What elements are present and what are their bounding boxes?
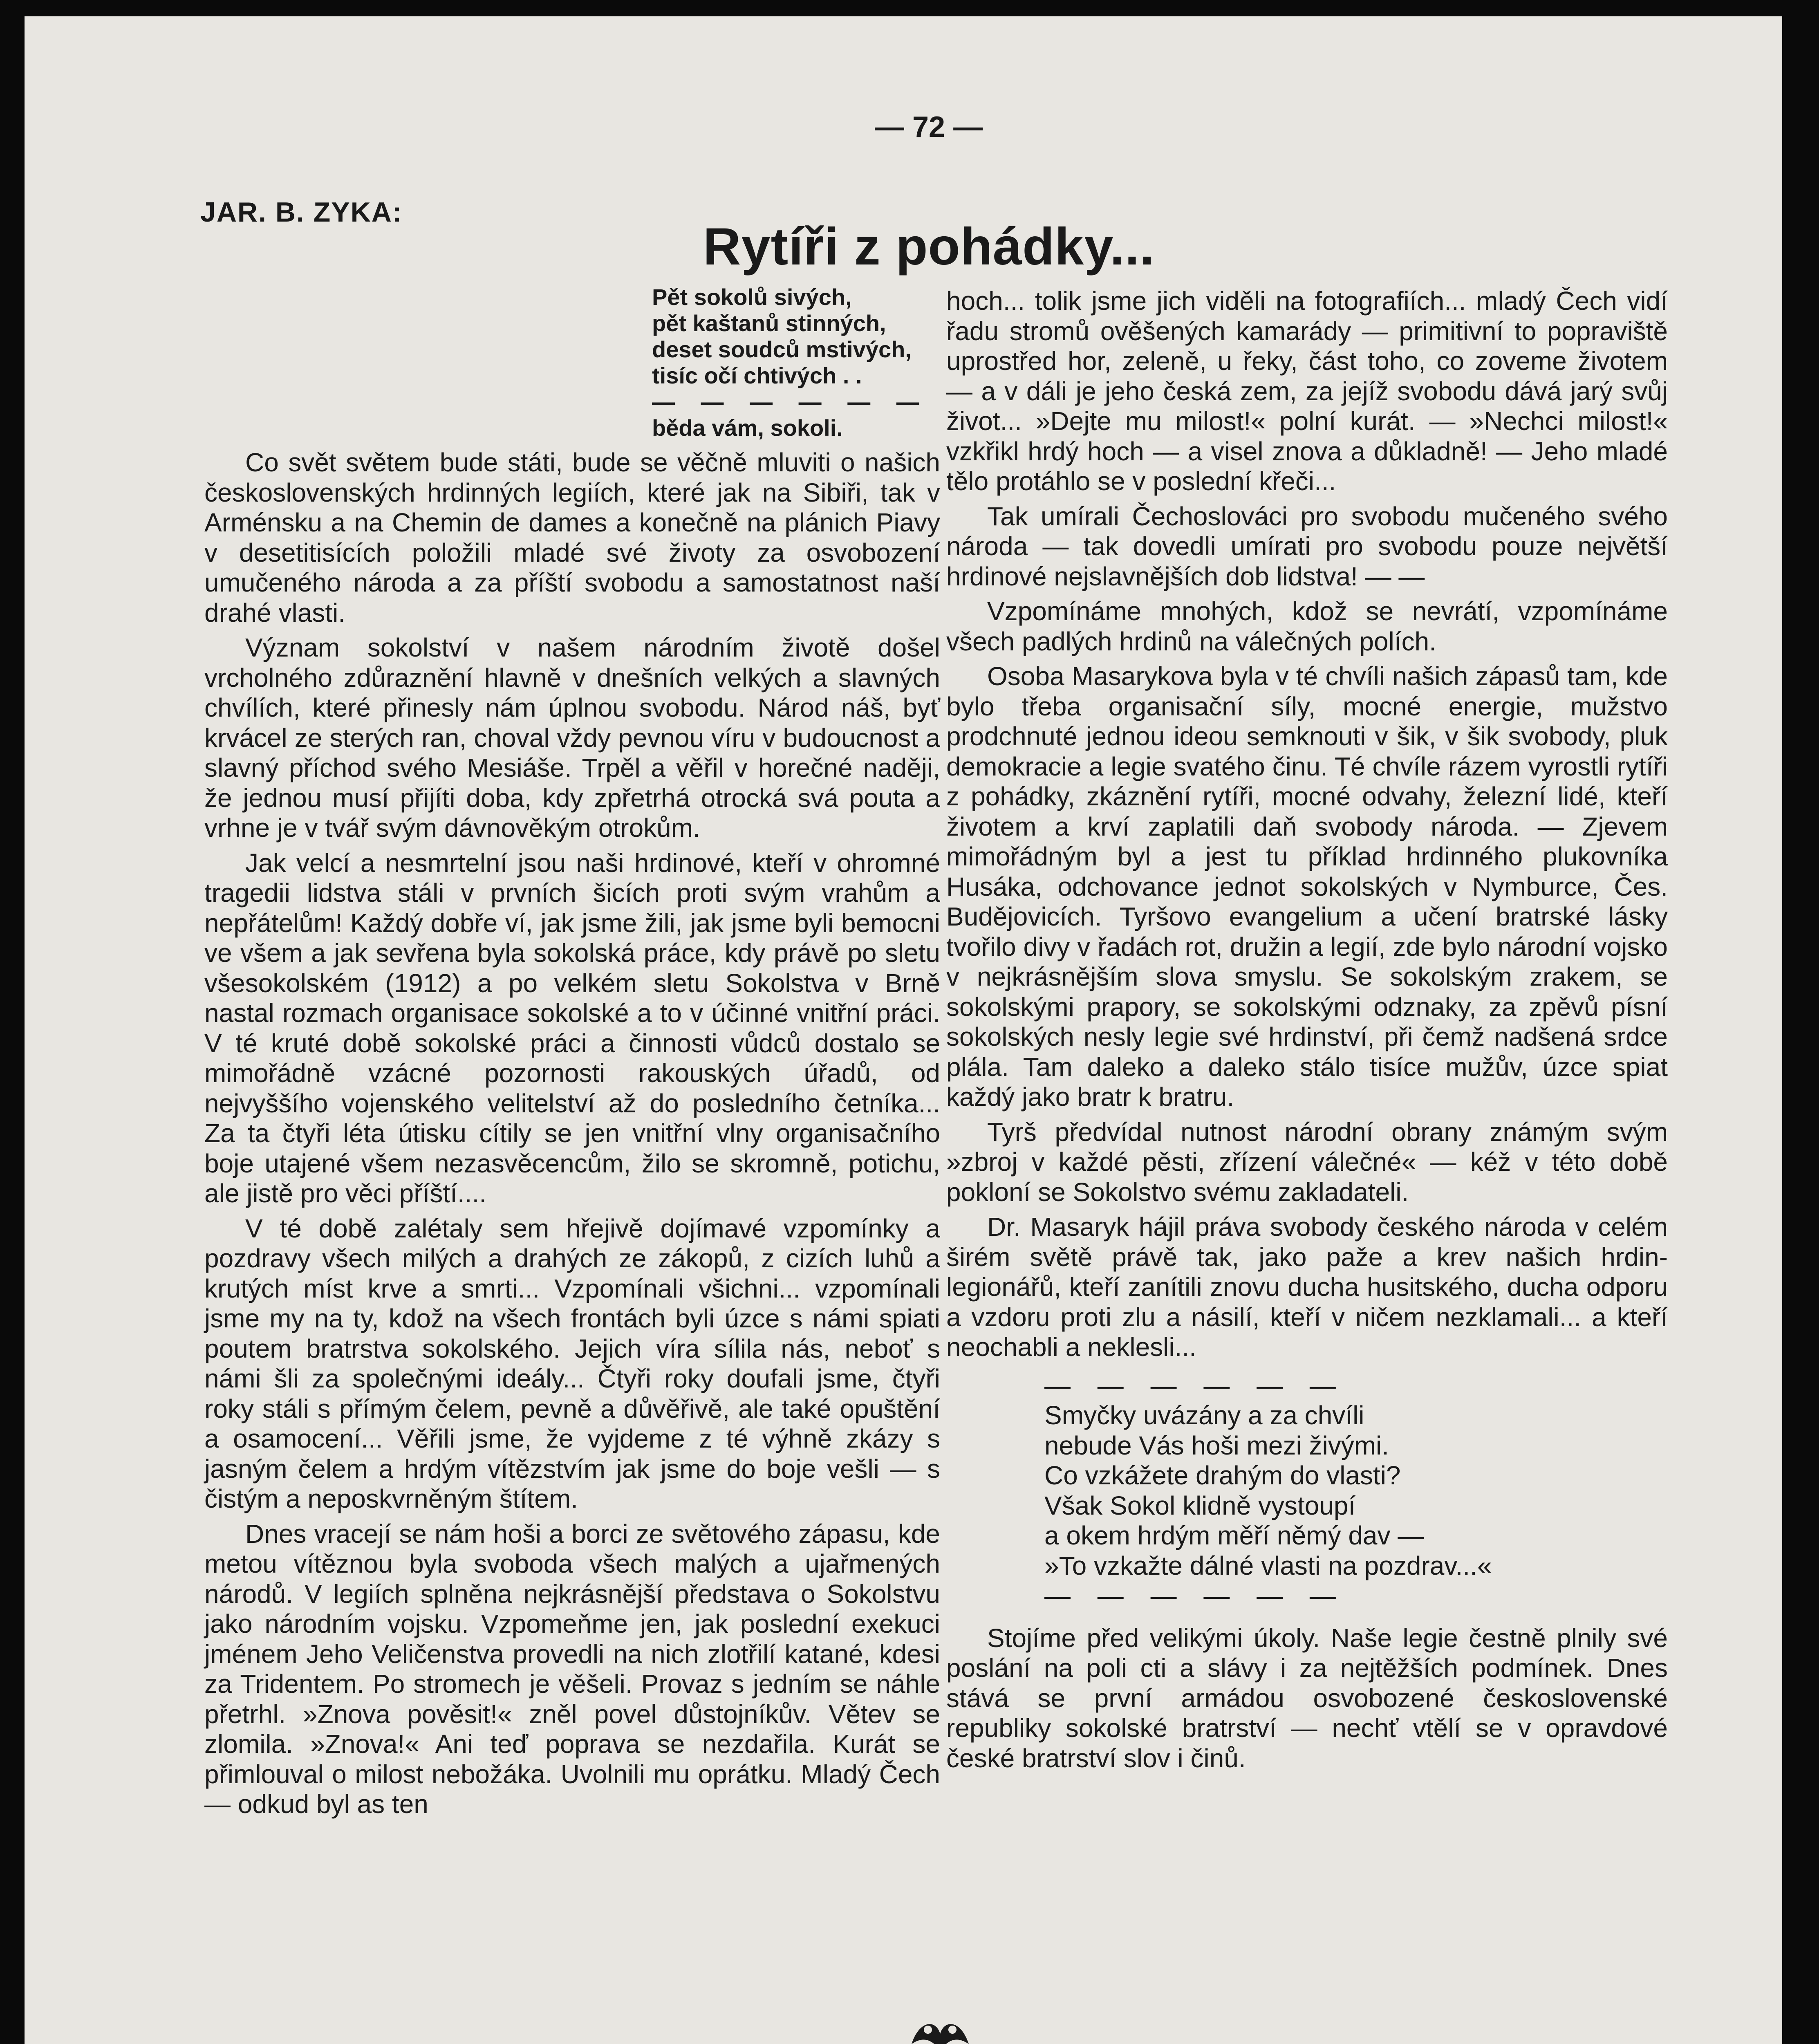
article-title: Rytíři z pohádky...: [703, 217, 1155, 276]
poem-dashes: — — — — — —: [1044, 1370, 1346, 1400]
paragraph: Tak umírali Čechoslováci pro svobodu mučeného svého národa — tak dovedli umírati pro svobodu pouze největší hrdinové nejslavnějších dob lidstva! — —: [946, 501, 1668, 591]
poem-line: Však Sokol klidně vystoupí: [1044, 1490, 1356, 1520]
document-page: [25, 16, 1782, 2044]
poem-line: »To vzkažte dálné vlasti na pozdrav...«: [1044, 1551, 1492, 1580]
epigraph-line: tisíc očí chtivých . .: [652, 363, 862, 388]
poem-line: a okem hrdým měří němý dav —: [1044, 1521, 1424, 1550]
poem-line: nebude Vás hoši mezi živými.: [1044, 1430, 1389, 1460]
paragraph: Co svět světem bude státi, bude se věčně mluviti o našich československých hrdinných legiích, které jak na Sibiři, tak v Arménsku a na Chemin de dames a konečně na plánich Piavy v desetitisících položili mladé své životy za osvobození umučeného národa a za příští svobodu a samostatnost naší drahé vlasti.: [204, 448, 940, 628]
floral-ornament-icon: [903, 2011, 977, 2044]
right-column: [946, 286, 1668, 1778]
paragraph: Tyrš předvídal nutnost národní obrany známým svým »zbroj v každé pěsti, zřízení válečné« — kéž v této době pokloní se Sokolstvo svému zakladateli.: [946, 1117, 1668, 1207]
left-column: [204, 448, 940, 1824]
paragraph: Vzpomínáme mnohých, kdož se nevrátí, vzpomínáme všech padlých hrdinů na válečných polích.: [946, 596, 1668, 656]
epigraph: [652, 284, 930, 441]
epigraph-line: běda vám, sokoli.: [652, 415, 843, 441]
epigraph-line: deset soudců mstivých,: [652, 336, 912, 362]
paragraph: Význam sokolství v našem národním životě došel vrcholného zdůraznění hlavně v dnešních velkých a slavných chvílích, které přinesly nám úplnou svobodu. Národ náš, byť krvácel ze sterých ran, choval vždy pevnou víru v budoucnost a slavný příchod svého Mesiáše. Trpěl a věřil v horečné naději, že jednou musí přijíti doba, kdy zpřetrhá otrocká svá pouta a vrhne je v tvář svým dávnověkým otrokům.: [204, 633, 940, 843]
closing-paragraph: Stojíme před velikými úkoly. Naše legie čestně plnily své poslání na poli cti a slávy i za nejtěžších podmínek. Dnes stává se první armádou osvobozené československé republiky sokolské bratrství — nechť vtělí se v opravdové české bratrství slov i činů.: [946, 1623, 1668, 1773]
paragraph: Dnes vracejí se nám hoši a borci ze světového zápasu, kde metou vítěznou byla svoboda všech malých a ujařmených národů. V legiích splněna nejkrásnější představa o Sokolstvu jako národním vojsku. Vzpomeňme jen, jak poslední exekuci jménem Jeho Veličenstva provedli na nich zlotřilí katané, kdesi za Tridentem. Po stromech je věšeli. Provaz s jedním se náhle přetrhl. »Znova pověsit!« zněl povel důstojníkův. Větev se zlomila. »Znova!« Ani teď poprava se nezdařila. Kurát se přimlouval o milost nebožáka. Uvolnili mu oprátku. Mladý Čech — odkud byl as ten: [204, 1519, 940, 1819]
epigraph-line: pět kaštanů stinných,: [652, 310, 886, 336]
epigraph-line: Pět sokolů sivých,: [652, 284, 852, 310]
poem: [1044, 1371, 1668, 1611]
paragraph: Osoba Masarykova byla v té chvíli našich zápasů tam, kde bylo třeba organisační síly, mocné energie, mužstvo prodchnuté jednou ideou semknouti v šik, v šik svobody, pluk demokracie a legie svatého činu. Té chvíle rázem vyrostli rytíři z pohádky, zkáznění rytíři, mocné odvahy, železní lidé, kteří životem a krví zaplatili daň svobody národa. — Zjevem mimořádným byl a jest tu příklad hrdinného plukovníka Husáka, odchovance jednot sokolských v Nymburce, Čes. Budějovicích. Tyršovo evangelium a učení bratrské lásky tvořilo divy v řadách rot, družin a legií, zde bylo národní vojsko v nejkrásnějším slova smyslu. Se sokolským zrakem, se sokolskými prapory, se sokolskými odznaky, za zpěvů písní sokolských nesly legie své hrdinství, při čemž nadšená srdce plála. Tam daleko a daleko stálo tisíce mužův, úzce spiat každý jako bratr k bratru.: [946, 661, 1668, 1112]
paragraph: Dr. Masaryk hájil práva svobody českého národa v celém širém světě právě tak, jako paže a krev našich hrdin-legionářů, kteří zanítili znovu ducha husitského, ducha odporu a vzdoru proti zlu a násilí, kteří v ničem nezklamali... a kteří neochabli a neklesli...: [946, 1212, 1668, 1362]
epigraph-line: — — — — — —: [652, 389, 929, 415]
poem-line: Smyčky uvázány a za chvíli: [1044, 1401, 1364, 1430]
poem-line: Co vzkážete drahým do vlasti?: [1044, 1461, 1401, 1490]
paragraph: Jak velcí a nesmrtelní jsou naši hrdinové, kteří v ohromné tragedii lidstva stáli v prvních šicích proti svým vrahům a nepřátelům! Každý dobře ví, jak jsme žili, jak jsme byli bemocni ve všem a jak sevřena byla sokolská práce, kdy právě po sletu všesokolském (1912) a po velkém sletu Sokolstva v Brně nastal rozmach organisace sokolské a to v účinné vnitřní práci. V té kruté době sokolské práci a činnosti vůdců dostalo se mimořádně vzácné pozornosti rakouských úřadů, od nejvyššího vojenského velitelství až do posledního četníka... Za ta čtyři léta útisku cítily se jen vnitřní vlny organisačního boje utajené všem nezasvěcencům, žilo se skromně, potichu, ale jistě pro věci příští....: [204, 848, 940, 1208]
poem-dashes: — — — — — —: [1044, 1581, 1346, 1610]
paragraph: hoch... tolik jsme jich viděli na fotografiích... mladý Čech vidí řadu stromů ověšených kamarády — primitivní to popraviště uprostřed hor, zeleně, u řeky, část toho, co zoveme životem — a v dáli je jeho česká zem, za jejíž svobodu dává jarý svůj život... »Dejte mu milost!« polní kurát. — »Nechci milost!« vzkřikl hrdý hoch — a visel znova a důkladně! — Jeho mladé tělo protáhlo se v poslední křeči...: [946, 286, 1668, 496]
author-name: JAR. B. ZYKA:: [200, 197, 403, 228]
page-number: — 72 —: [875, 111, 983, 143]
paragraph: V té době zalétaly sem hřejivě dojímavé vzpomínky a pozdravy všech milých a drahých ze zákopů, z cizích luhů a krutých míst krve a smrti... Vzpomínali všichni... vzpomínali jsme my na ty, kdož na všech frontách byli úzce s námi spiati poutem bratrstva sokolského. Jejich víra sílila nás, neboť s námi šli za společnými ideály... Čtyři roky doufali jsme, čtyři roky stáli s přímým čelem, pevně a důvěřivě, ale také opuštění a osamocení... Věřili jsme, že vyjdeme z té výhně zkázy s jasným čelem a hrdým vítězstvím jak jsme do boje vešli — s čistým a neposkvrněným štítem.: [204, 1213, 940, 1513]
